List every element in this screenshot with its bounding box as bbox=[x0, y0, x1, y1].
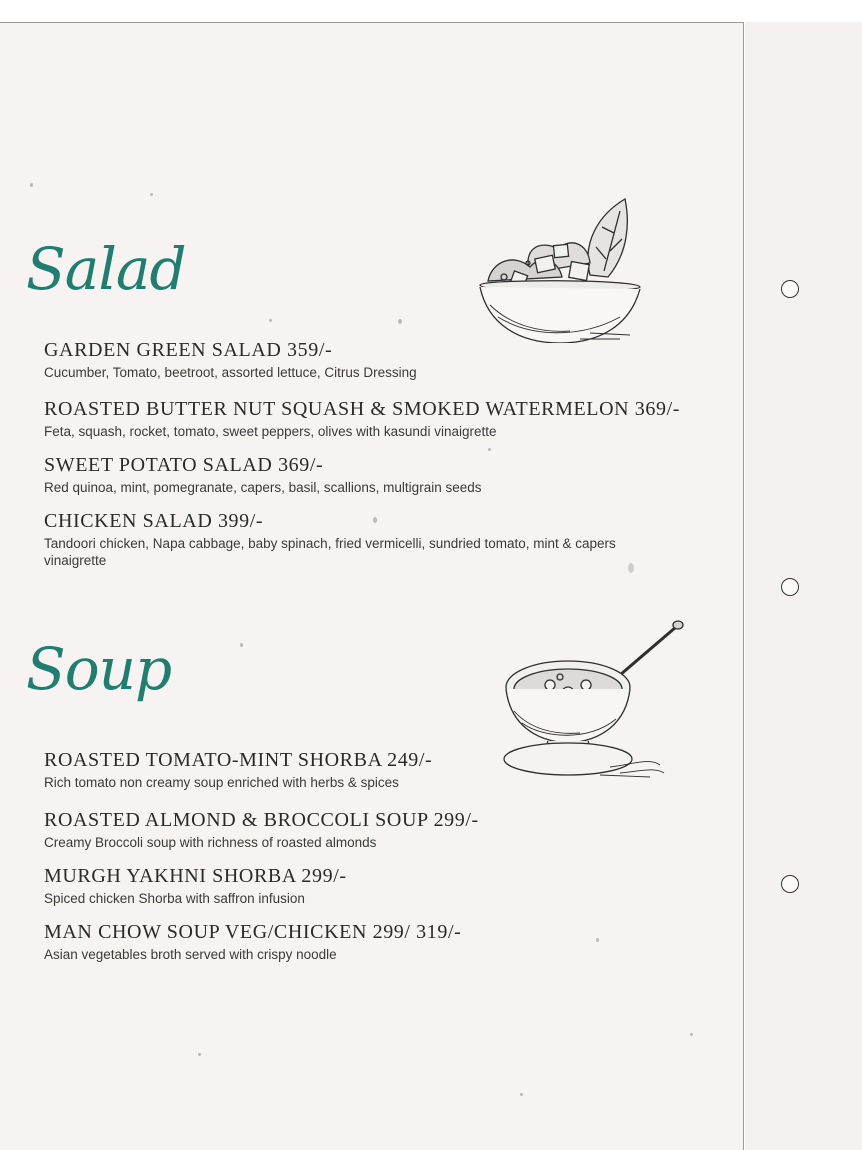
item-name: ROASTED BUTTER NUT SQUASH & SMOKED WATERMELON 369/- bbox=[44, 398, 680, 420]
item-description: Tandoori chicken, Napa cabbage, baby spinach, fried vermicelli, sundried tomato, mint & capers vinaigrette bbox=[44, 536, 616, 568]
item-name: MAN CHOW SOUP VEG/CHICKEN 299/ 319/- bbox=[44, 921, 462, 943]
item-description: Feta, squash, rocket, tomato, sweet peppers, olives with kasundi vinaigrette bbox=[44, 424, 497, 439]
paper-speck bbox=[690, 1033, 693, 1036]
paper-speck bbox=[520, 1093, 523, 1096]
menu-page bbox=[0, 22, 744, 1150]
paper-speck bbox=[30, 183, 33, 187]
paper-speck bbox=[150, 193, 153, 196]
menu-item bbox=[44, 339, 734, 381]
menu-item bbox=[44, 809, 734, 851]
soup-section-title: Soup bbox=[26, 635, 172, 703]
binder-hole bbox=[781, 280, 799, 298]
salad-bowl-icon bbox=[470, 193, 650, 343]
item-name: MURGH YAKHNI SHORBA 299/- bbox=[44, 865, 347, 887]
item-description: Spiced chicken Shorba with saffron infusion bbox=[44, 891, 305, 906]
menu-item bbox=[44, 749, 734, 791]
binding-margin bbox=[745, 22, 862, 1150]
binder-hole bbox=[781, 875, 799, 893]
paper-speck bbox=[240, 643, 243, 647]
item-name: CHICKEN SALAD 399/- bbox=[44, 510, 264, 532]
item-description: Asian vegetables broth served with crispy noodle bbox=[44, 947, 337, 962]
item-name: ROASTED TOMATO-MINT SHORBA 249/- bbox=[44, 749, 433, 771]
binder-hole bbox=[781, 578, 799, 596]
item-description: Creamy Broccoli soup with richness of roasted almonds bbox=[44, 835, 377, 850]
menu-item bbox=[44, 454, 734, 496]
paper-speck bbox=[269, 319, 272, 322]
item-description: Red quinoa, mint, pomegranate, capers, basil, scallions, multigrain seeds bbox=[44, 480, 482, 495]
menu-item bbox=[44, 398, 734, 440]
menu-item bbox=[44, 510, 734, 569]
menu-item bbox=[44, 921, 734, 963]
item-description: Rich tomato non creamy soup enriched with herbs & spices bbox=[44, 775, 399, 790]
menu-item bbox=[44, 865, 734, 907]
item-description: Cucumber, Tomato, beetroot, assorted lettuce, Citrus Dressing bbox=[44, 365, 417, 380]
item-name: SWEET POTATO SALAD 369/- bbox=[44, 454, 324, 476]
paper-speck bbox=[488, 448, 491, 451]
paper-speck bbox=[198, 1053, 201, 1056]
salad-section-title: Salad bbox=[26, 235, 186, 303]
paper-speck bbox=[398, 319, 402, 324]
item-name: ROASTED ALMOND & BROCCOLI SOUP 299/- bbox=[44, 809, 479, 831]
item-name: GARDEN GREEN SALAD 359/- bbox=[44, 339, 333, 361]
